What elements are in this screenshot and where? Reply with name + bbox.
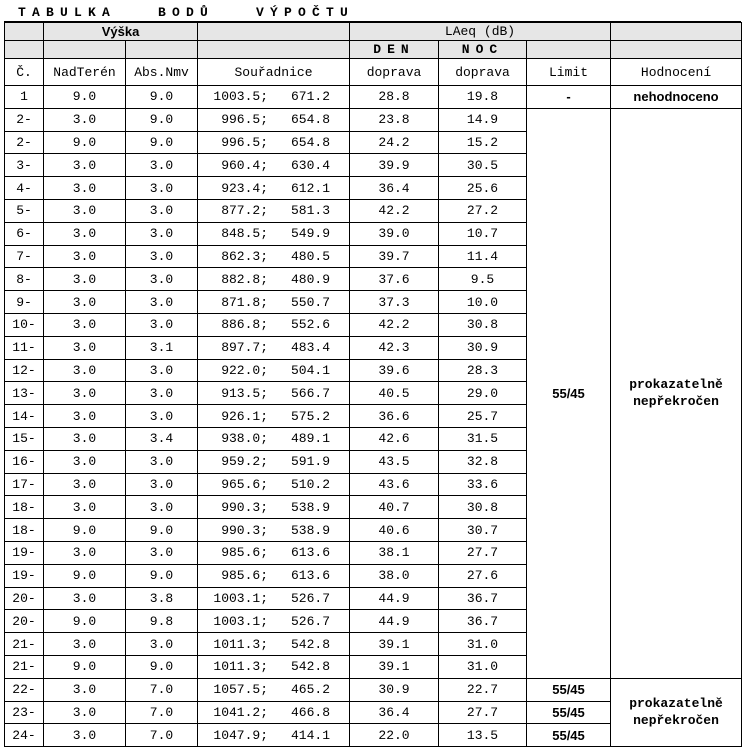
cell-cislo: 2- — [5, 108, 44, 131]
header-blank-hodnoceni2 — [611, 41, 742, 59]
cell-abs-nmv: 3.0 — [126, 291, 198, 314]
column-header-cislo: Č. — [5, 59, 44, 86]
column-header-nad-teren: NadTerén — [44, 59, 126, 86]
cell-souradnice — [198, 450, 350, 473]
cell-den-doprava: 39.0 — [350, 222, 439, 245]
cell-nad-teren: 3.0 — [44, 405, 126, 428]
cell-noc-doprava: 36.7 — [439, 610, 527, 633]
cell-cislo: 7- — [5, 245, 44, 268]
cell-nad-teren: 3.0 — [44, 701, 126, 724]
coord-x: 990.3; — [221, 522, 268, 538]
header-vyska: Výška — [44, 23, 198, 41]
header-noc: NOC — [439, 41, 527, 59]
cell-abs-nmv: 3.0 — [126, 541, 198, 564]
cell-noc-doprava: 15.2 — [439, 131, 527, 154]
coord-y: 504.1 — [290, 362, 330, 378]
cell-noc-doprava: 32.8 — [439, 450, 527, 473]
cell-abs-nmv: 9.0 — [126, 86, 198, 109]
coord-x: 848.5; — [221, 226, 268, 242]
cell-abs-nmv: 3.0 — [126, 154, 198, 177]
coord-y: 480.9 — [290, 271, 330, 287]
coord-y: 549.9 — [290, 226, 330, 242]
cell-den-doprava: 42.6 — [350, 427, 439, 450]
cell-noc-doprava: 30.8 — [439, 496, 527, 519]
cell-cislo: 4- — [5, 177, 44, 200]
cell-cislo: 3- — [5, 154, 44, 177]
coord-y: 526.7 — [290, 613, 330, 629]
cell-limit: 55/45 — [527, 724, 611, 747]
cell-nad-teren: 9.0 — [44, 86, 126, 109]
evaluation-line-1: prokazatelně — [629, 696, 723, 712]
evaluation-line-1: prokazatelně — [629, 377, 723, 393]
coord-x: 882.8; — [221, 271, 268, 287]
cell-nad-teren: 3.0 — [44, 724, 126, 747]
cell-abs-nmv: 9.0 — [126, 564, 198, 587]
column-header-abs-nmv: Abs.Nmv — [126, 59, 198, 86]
coord-y: 542.8 — [290, 636, 330, 652]
cell-hodnoceni-group — [611, 678, 742, 746]
coord-y: 630.4 — [290, 157, 330, 173]
cell-cislo: 18- — [5, 496, 44, 519]
cell-den-doprava: 44.9 — [350, 610, 439, 633]
cell-abs-nmv: 3.0 — [126, 633, 198, 656]
cell-souradnice — [198, 427, 350, 450]
cell-noc-doprava: 27.7 — [439, 701, 527, 724]
cell-den-doprava: 39.6 — [350, 359, 439, 382]
cell-souradnice — [198, 177, 350, 200]
header-laeq: LAeq (dB) — [350, 23, 611, 41]
cell-cislo: 19- — [5, 564, 44, 587]
cell-cislo: 1 — [5, 86, 44, 109]
cell-souradnice — [198, 313, 350, 336]
table-row — [5, 86, 742, 109]
cell-noc-doprava: 10.0 — [439, 291, 527, 314]
cell-cislo: 24- — [5, 724, 44, 747]
cell-nad-teren: 3.0 — [44, 382, 126, 405]
cell-nad-teren: 3.0 — [44, 245, 126, 268]
cell-limit: 55/45 — [527, 701, 611, 724]
coord-y: 591.9 — [290, 454, 330, 470]
table-row — [5, 108, 742, 131]
cell-abs-nmv: 9.0 — [126, 131, 198, 154]
cell-nad-teren: 3.0 — [44, 678, 126, 701]
cell-nad-teren: 3.0 — [44, 108, 126, 131]
cell-abs-nmv: 9.8 — [126, 610, 198, 633]
cell-noc-doprava: 25.6 — [439, 177, 527, 200]
cell-limit-group: 55/45 — [527, 108, 611, 678]
header-blank-c — [5, 23, 44, 41]
coord-y: 671.2 — [290, 89, 330, 105]
cell-souradnice — [198, 655, 350, 678]
cell-souradnice — [198, 199, 350, 222]
coord-y: 510.2 — [290, 476, 330, 492]
coord-x: 897.7; — [221, 340, 268, 356]
cell-noc-doprava: 36.7 — [439, 587, 527, 610]
cell-souradnice — [198, 291, 350, 314]
cell-souradnice — [198, 473, 350, 496]
cell-cislo: 9- — [5, 291, 44, 314]
cell-den-doprava: 38.0 — [350, 564, 439, 587]
coord-y: 465.2 — [290, 682, 330, 698]
cell-noc-doprava: 11.4 — [439, 245, 527, 268]
cell-abs-nmv: 3.0 — [126, 450, 198, 473]
header-row-2 — [5, 41, 742, 59]
cell-abs-nmv: 7.0 — [126, 701, 198, 724]
header-blank-limit — [527, 41, 611, 59]
coord-x: 913.5; — [221, 385, 268, 401]
cell-souradnice — [198, 382, 350, 405]
cell-den-doprava: 24.2 — [350, 131, 439, 154]
cell-abs-nmv: 3.0 — [126, 177, 198, 200]
cell-den-doprava: 43.5 — [350, 450, 439, 473]
coord-y: 654.8 — [290, 134, 330, 150]
cell-cislo: 2- — [5, 131, 44, 154]
cell-nad-teren: 9.0 — [44, 131, 126, 154]
cell-nad-teren: 3.0 — [44, 587, 126, 610]
cell-den-doprava: 42.2 — [350, 199, 439, 222]
cell-noc-doprava: 30.8 — [439, 313, 527, 336]
cell-nad-teren: 3.0 — [44, 268, 126, 291]
coord-y: 552.6 — [290, 317, 330, 333]
cell-abs-nmv: 9.0 — [126, 108, 198, 131]
coord-y: 538.9 — [290, 499, 330, 515]
coord-y: 466.8 — [290, 704, 330, 720]
coord-x: 1011.3; — [213, 659, 268, 675]
cell-den-doprava: 36.4 — [350, 701, 439, 724]
cell-den-doprava: 39.1 — [350, 655, 439, 678]
cell-noc-doprava: 27.6 — [439, 564, 527, 587]
coord-y: 575.2 — [290, 408, 330, 424]
cell-abs-nmv: 3.0 — [126, 382, 198, 405]
cell-noc-doprava: 10.7 — [439, 222, 527, 245]
cell-nad-teren: 9.0 — [44, 655, 126, 678]
coord-y: 581.3 — [290, 203, 330, 219]
cell-abs-nmv: 3.0 — [126, 359, 198, 382]
cell-souradnice — [198, 496, 350, 519]
cell-cislo: 8- — [5, 268, 44, 291]
cell-noc-doprava: 28.3 — [439, 359, 527, 382]
header-blank-souradnice2 — [198, 41, 350, 59]
coord-y: 526.7 — [290, 590, 330, 606]
cell-cislo: 20- — [5, 610, 44, 633]
cell-den-doprava: 42.2 — [350, 313, 439, 336]
cell-souradnice — [198, 222, 350, 245]
cell-noc-doprava: 14.9 — [439, 108, 527, 131]
header-row-3 — [5, 59, 742, 86]
cell-noc-doprava: 31.0 — [439, 633, 527, 656]
evaluation-line-2: nepřekročen — [633, 394, 719, 410]
header-blank-souradnice — [198, 23, 350, 41]
cell-cislo: 13- — [5, 382, 44, 405]
cell-nad-teren: 3.0 — [44, 633, 126, 656]
cell-nad-teren: 9.0 — [44, 610, 126, 633]
cell-noc-doprava: 30.7 — [439, 519, 527, 542]
coord-y: 414.1 — [290, 727, 330, 743]
cell-nad-teren: 9.0 — [44, 564, 126, 587]
cell-abs-nmv: 3.0 — [126, 199, 198, 222]
cell-abs-nmv: 3.4 — [126, 427, 198, 450]
cell-nad-teren: 3.0 — [44, 427, 126, 450]
cell-nad-teren: 3.0 — [44, 291, 126, 314]
cell-noc-doprava: 25.7 — [439, 405, 527, 428]
calculation-points-document — [4, 4, 741, 747]
cell-nad-teren: 3.0 — [44, 177, 126, 200]
column-header-souradnice: Souřadnice — [198, 59, 350, 86]
column-header-noc-doprava: doprava — [439, 59, 527, 86]
table-body — [5, 86, 742, 747]
coord-x: 959.2; — [221, 454, 268, 470]
coord-x: 990.3; — [221, 499, 268, 515]
coord-x: 985.6; — [221, 568, 268, 584]
cell-cislo: 18- — [5, 519, 44, 542]
cell-souradnice — [198, 519, 350, 542]
cell-cislo: 23- — [5, 701, 44, 724]
cell-cislo: 20- — [5, 587, 44, 610]
cell-cislo: 22- — [5, 678, 44, 701]
cell-noc-doprava: 9.5 — [439, 268, 527, 291]
coord-y: 489.1 — [290, 431, 330, 447]
coord-y: 613.6 — [290, 545, 330, 561]
coord-y: 550.7 — [290, 294, 330, 310]
cell-den-doprava: 39.9 — [350, 154, 439, 177]
cell-noc-doprava: 29.0 — [439, 382, 527, 405]
coord-x: 922.0; — [221, 362, 268, 378]
cell-souradnice — [198, 405, 350, 428]
cell-den-doprava: 23.8 — [350, 108, 439, 131]
cell-souradnice — [198, 610, 350, 633]
cell-nad-teren: 3.0 — [44, 473, 126, 496]
cell-noc-doprava: 30.5 — [439, 154, 527, 177]
header-den: DEN — [350, 41, 439, 59]
coord-y: 538.9 — [290, 522, 330, 538]
coord-x: 886.8; — [221, 317, 268, 333]
cell-cislo: 19- — [5, 541, 44, 564]
cell-souradnice — [198, 336, 350, 359]
cell-den-doprava: 40.5 — [350, 382, 439, 405]
cell-abs-nmv: 3.1 — [126, 336, 198, 359]
coord-x: 871.8; — [221, 294, 268, 310]
coord-x: 1041.2; — [213, 704, 268, 720]
cell-abs-nmv: 3.0 — [126, 405, 198, 428]
coord-x: 1003.1; — [213, 613, 268, 629]
cell-nad-teren: 3.0 — [44, 313, 126, 336]
cell-noc-doprava: 30.9 — [439, 336, 527, 359]
cell-nad-teren: 3.0 — [44, 541, 126, 564]
cell-souradnice — [198, 541, 350, 564]
cell-nad-teren: 3.0 — [44, 450, 126, 473]
column-header-den-doprava: doprava — [350, 59, 439, 86]
column-header-hodnoceni: Hodnocení — [611, 59, 742, 86]
header-blank-nad — [44, 41, 126, 59]
cell-noc-doprava: 27.2 — [439, 199, 527, 222]
cell-hodnoceni: nehodnoceno — [611, 86, 742, 109]
cell-souradnice — [198, 587, 350, 610]
cell-nad-teren: 3.0 — [44, 199, 126, 222]
header-blank-hodnoceni — [611, 23, 742, 41]
coord-x: 938.0; — [221, 431, 268, 447]
cell-souradnice — [198, 564, 350, 587]
column-header-limit: Limit — [527, 59, 611, 86]
cell-abs-nmv: 3.0 — [126, 473, 198, 496]
cell-souradnice — [198, 108, 350, 131]
cell-den-doprava: 36.6 — [350, 405, 439, 428]
header-blank-c2 — [5, 41, 44, 59]
cell-den-doprava: 36.4 — [350, 177, 439, 200]
coord-y: 483.4 — [290, 340, 330, 356]
cell-souradnice — [198, 724, 350, 747]
cell-abs-nmv: 7.0 — [126, 678, 198, 701]
cell-nad-teren: 9.0 — [44, 519, 126, 542]
cell-nad-teren: 3.0 — [44, 336, 126, 359]
cell-den-doprava: 30.9 — [350, 678, 439, 701]
coord-x: 996.5; — [221, 112, 268, 128]
cell-den-doprava: 42.3 — [350, 336, 439, 359]
coord-x: 1057.5; — [213, 682, 268, 698]
cell-den-doprava: 37.6 — [350, 268, 439, 291]
cell-cislo: 21- — [5, 633, 44, 656]
cell-souradnice — [198, 154, 350, 177]
cell-den-doprava: 43.6 — [350, 473, 439, 496]
cell-abs-nmv: 3.0 — [126, 313, 198, 336]
cell-abs-nmv: 3.0 — [126, 222, 198, 245]
cell-den-doprava: 38.1 — [350, 541, 439, 564]
cell-cislo: 5- — [5, 199, 44, 222]
cell-den-doprava: 39.1 — [350, 633, 439, 656]
coord-x: 1047.9; — [213, 727, 268, 743]
cell-souradnice — [198, 701, 350, 724]
cell-abs-nmv: 3.0 — [126, 245, 198, 268]
cell-souradnice — [198, 359, 350, 382]
cell-den-doprava: 37.3 — [350, 291, 439, 314]
coord-x: 996.5; — [221, 134, 268, 150]
cell-limit: 55/45 — [527, 678, 611, 701]
cell-abs-nmv: 9.0 — [126, 655, 198, 678]
cell-noc-doprava: 33.6 — [439, 473, 527, 496]
cell-den-doprava: 28.8 — [350, 86, 439, 109]
cell-souradnice — [198, 678, 350, 701]
cell-noc-doprava: 19.8 — [439, 86, 527, 109]
coord-x: 926.1; — [221, 408, 268, 424]
cell-nad-teren: 3.0 — [44, 222, 126, 245]
coord-x: 877.2; — [221, 203, 268, 219]
coord-x: 985.6; — [221, 545, 268, 561]
cell-cislo: 14- — [5, 405, 44, 428]
cell-cislo: 16- — [5, 450, 44, 473]
cell-cislo: 10- — [5, 313, 44, 336]
coord-x: 960.4; — [221, 157, 268, 173]
cell-cislo: 6- — [5, 222, 44, 245]
cell-abs-nmv: 9.0 — [126, 519, 198, 542]
header-row-1 — [5, 23, 742, 41]
coord-x: 923.4; — [221, 180, 268, 196]
coord-x: 1003.1; — [213, 590, 268, 606]
cell-limit: - — [527, 86, 611, 109]
cell-nad-teren: 3.0 — [44, 359, 126, 382]
cell-noc-doprava: 31.0 — [439, 655, 527, 678]
cell-abs-nmv: 3.8 — [126, 587, 198, 610]
cell-den-doprava: 39.7 — [350, 245, 439, 268]
evaluation-line-2: nepřekročen — [633, 713, 719, 729]
coord-x: 1011.3; — [213, 636, 268, 652]
coord-x: 862.3; — [221, 248, 268, 264]
cell-noc-doprava: 13.5 — [439, 724, 527, 747]
coord-y: 613.6 — [290, 568, 330, 584]
cell-cislo: 12- — [5, 359, 44, 382]
cell-nad-teren: 3.0 — [44, 496, 126, 519]
header-blank-abs — [126, 41, 198, 59]
coord-y: 612.1 — [290, 180, 330, 196]
table-title: TABULKA BODŮ VÝPOČTU — [4, 4, 741, 22]
cell-souradnice — [198, 245, 350, 268]
cell-abs-nmv: 3.0 — [126, 496, 198, 519]
cell-hodnoceni-group — [611, 108, 742, 678]
cell-cislo: 21- — [5, 655, 44, 678]
cell-den-doprava: 44.9 — [350, 587, 439, 610]
cell-souradnice — [198, 131, 350, 154]
cell-souradnice — [198, 268, 350, 291]
cell-den-doprava: 40.7 — [350, 496, 439, 519]
coord-x: 965.6; — [221, 476, 268, 492]
cell-noc-doprava: 27.7 — [439, 541, 527, 564]
calculation-points-table — [4, 22, 742, 747]
coord-y: 542.8 — [290, 659, 330, 675]
cell-abs-nmv: 7.0 — [126, 724, 198, 747]
cell-cislo: 15- — [5, 427, 44, 450]
cell-abs-nmv: 3.0 — [126, 268, 198, 291]
coord-y: 566.7 — [290, 385, 330, 401]
coord-x: 1003.5; — [213, 89, 268, 105]
table-row — [5, 678, 742, 701]
cell-souradnice — [198, 633, 350, 656]
cell-cislo: 17- — [5, 473, 44, 496]
coord-y: 654.8 — [290, 112, 330, 128]
cell-souradnice — [198, 86, 350, 109]
cell-cislo: 11- — [5, 336, 44, 359]
cell-nad-teren: 3.0 — [44, 154, 126, 177]
cell-den-doprava: 22.0 — [350, 724, 439, 747]
cell-noc-doprava: 31.5 — [439, 427, 527, 450]
coord-y: 480.5 — [290, 248, 330, 264]
cell-noc-doprava: 22.7 — [439, 678, 527, 701]
cell-den-doprava: 40.6 — [350, 519, 439, 542]
